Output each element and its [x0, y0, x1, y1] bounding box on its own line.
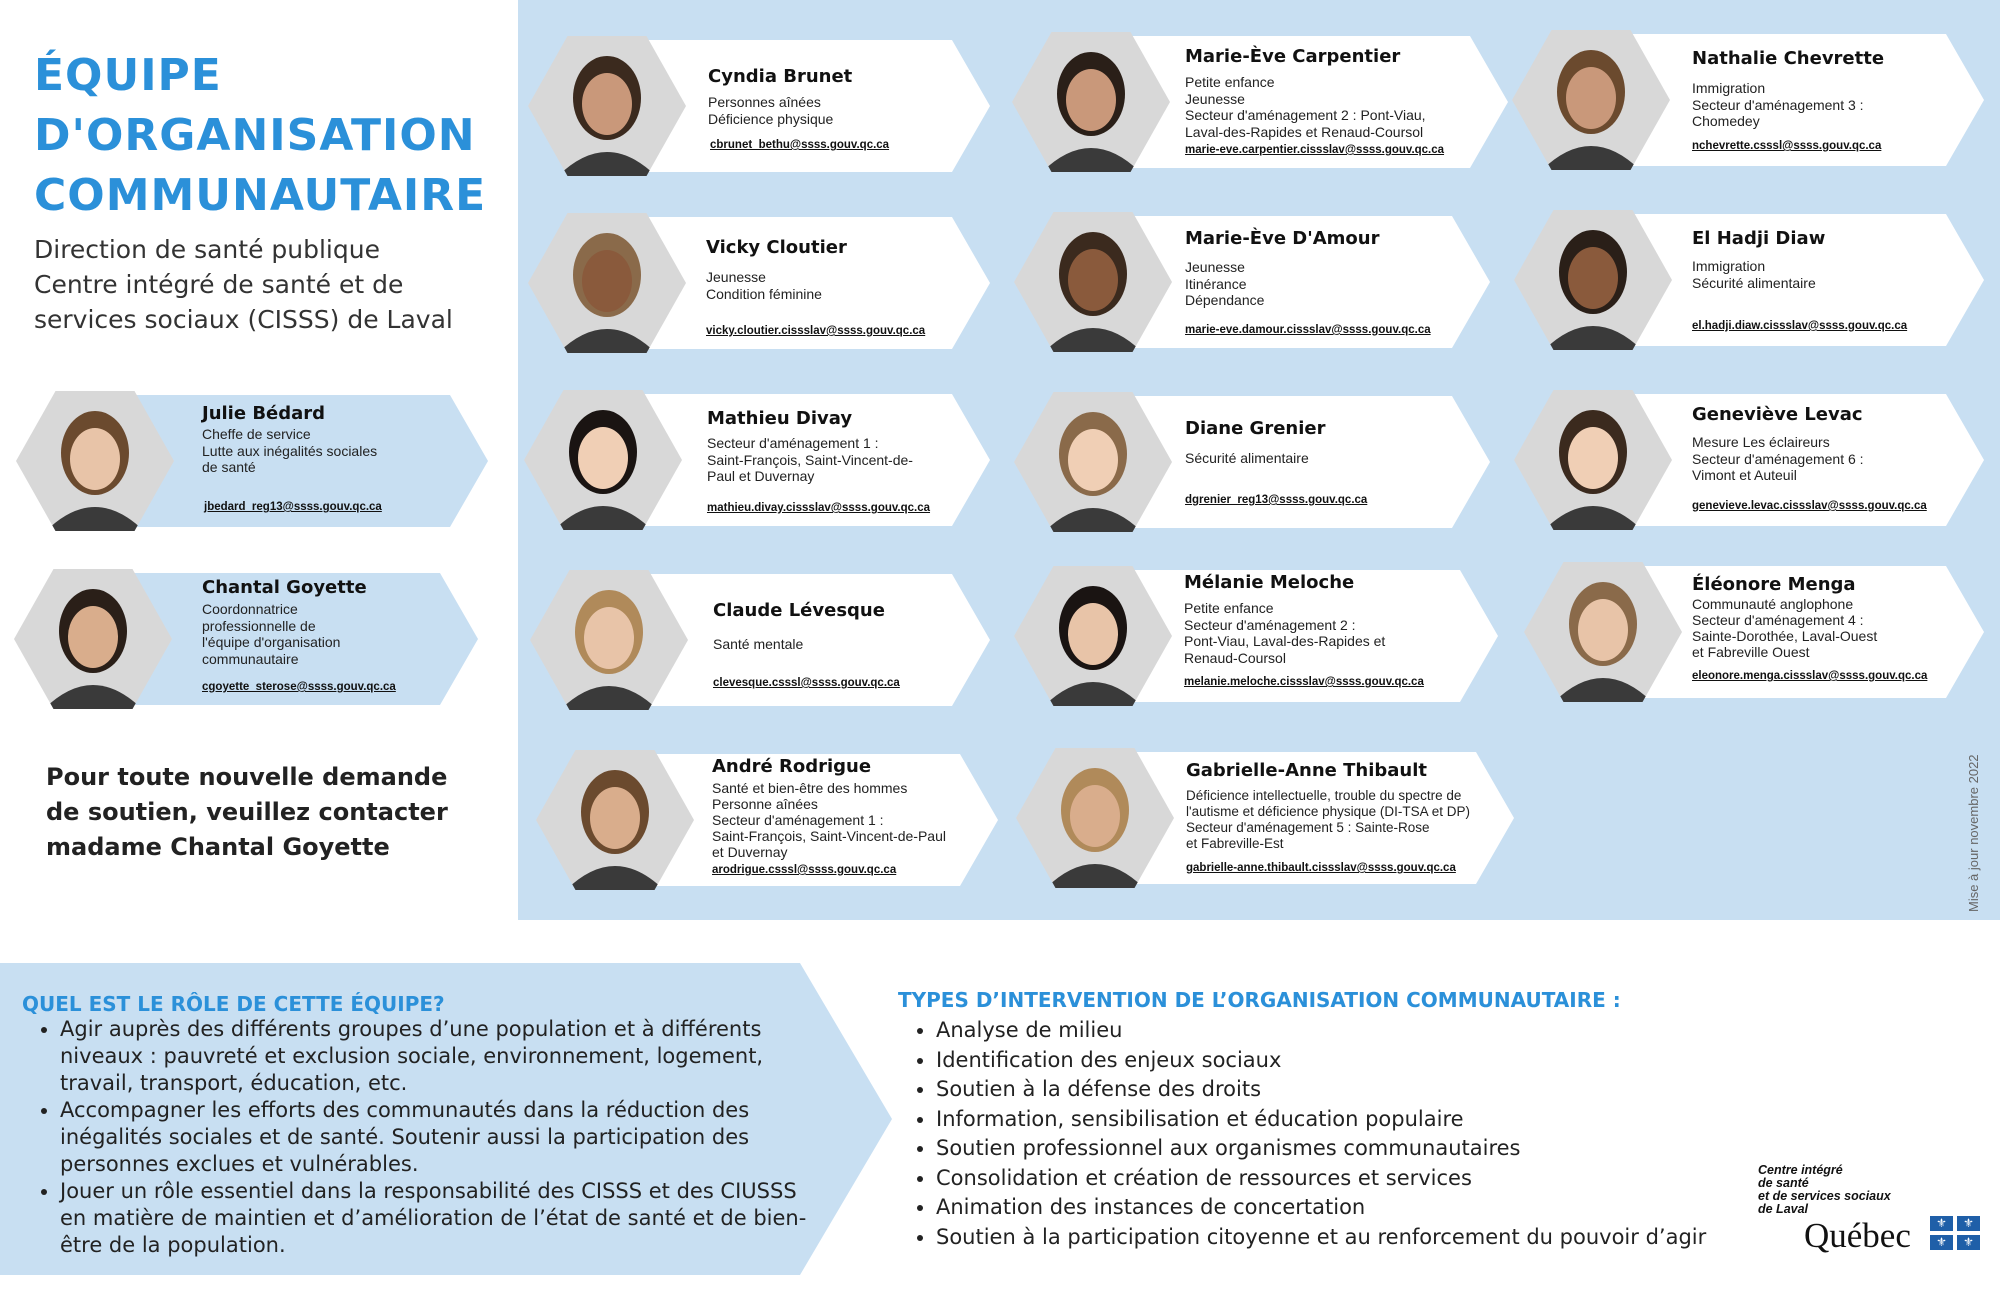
- types-section-heading: TYPES D’INTERVENTION DE L’ORGANISATION COMMUNAUTAIRE :: [898, 988, 1621, 1012]
- role-line: Dépendance: [1185, 292, 1265, 308]
- contact-note: [46, 760, 448, 865]
- fleur-de-lis-icon: ⚜: [1957, 1216, 1980, 1231]
- member-roles: [1185, 259, 1264, 309]
- logo-line: Centre intégré: [1758, 1163, 1843, 1177]
- role-line: Immigration: [1692, 80, 1766, 96]
- member-roles: [202, 426, 377, 476]
- role-line: Secteur d'aménagement 5 : Sainte-Rose: [1186, 820, 1430, 835]
- member-name: Vicky Cloutier: [706, 237, 847, 258]
- role-line: Chomedey: [1692, 113, 1760, 129]
- member-card: [1514, 390, 1984, 530]
- role-line: Condition féminine: [706, 285, 822, 302]
- role-line: Secteur d'aménagement 4 :: [1692, 612, 1864, 628]
- member-name: Diane Grenier: [1185, 418, 1326, 439]
- role-line: et Fabreville-Est: [1186, 836, 1284, 851]
- member-email-link[interactable]: cbrunet_bethu@ssss.gouv.qc.ca: [710, 139, 890, 151]
- logo-line: et de services sociaux: [1758, 1189, 1891, 1203]
- list-item: • Soutien à la participation citoyenne et au renforcement du pouvoir d’agir: [936, 1223, 1706, 1253]
- logo-text: [1758, 1164, 1891, 1216]
- role-line: Santé et bien-être des hommes: [712, 780, 908, 796]
- card-info: [1185, 32, 1464, 172]
- page-title: [34, 46, 486, 226]
- role-line: Secteur d'aménagement 1 :: [707, 435, 879, 451]
- role-line: Petite enfance: [1184, 600, 1274, 616]
- logo-line: de santé: [1758, 1176, 1809, 1190]
- role-line: Itinérance: [1185, 275, 1247, 292]
- member-roles: [706, 269, 822, 302]
- role-line: Saint-François, Saint-Vincent-de-Paul: [712, 828, 946, 844]
- list-item: • Consolidation et création de ressources et services: [936, 1164, 1706, 1194]
- role-line: Personnes aînées: [708, 94, 821, 110]
- member-card: [1512, 30, 1984, 170]
- role-line: professionnelle de: [202, 617, 316, 634]
- role-line: Vimont et Auteuil: [1692, 467, 1797, 483]
- member-card: [1012, 32, 1508, 172]
- card-info: [202, 391, 444, 531]
- card-info: [712, 750, 954, 890]
- role-line: Renaud-Coursol: [1184, 649, 1286, 666]
- member-email-link[interactable]: nchevrette.csssl@ssss.gouv.qc.ca: [1692, 140, 1882, 152]
- member-name: Chantal Goyette: [202, 577, 367, 598]
- member-name: Gabrielle-Anne Thibault: [1186, 760, 1427, 781]
- member-email-link[interactable]: melanie.meloche.cissslav@ssss.gouv.qc.ca: [1184, 676, 1424, 688]
- leader-card: [16, 391, 488, 531]
- types-list: [910, 1016, 1706, 1252]
- member-card: [1014, 392, 1490, 532]
- member-email-link[interactable]: gabrielle-anne.thibault.cissslav@ssss.gouv.qc.ca: [1186, 862, 1456, 874]
- role-line: de santé: [202, 459, 256, 475]
- contact-line: de soutien, veuillez contacter: [46, 798, 448, 826]
- member-roles: [1186, 788, 1470, 852]
- member-name: Marie-Ève D'Amour: [1185, 228, 1380, 249]
- role-line: Secteur d'aménagement 1 :: [712, 812, 884, 828]
- leader-card: [14, 569, 478, 709]
- card-info: [1692, 210, 1940, 350]
- member-email-link[interactable]: eleonore.menga.cissslav@ssss.gouv.qc.ca: [1692, 670, 1928, 682]
- role-list: [34, 1016, 820, 1259]
- role-line: Paul et Duvernay: [707, 468, 815, 484]
- role-line: Pont-Viau, Laval-des-Rapides et: [1184, 633, 1386, 649]
- title-line: COMMUNAUTAIRE: [34, 170, 487, 221]
- list-item: • Analyse de milieu: [936, 1016, 1706, 1046]
- role-line: Personne aînées: [712, 796, 818, 812]
- role-line: Mesure Les éclaireurs: [1692, 434, 1830, 450]
- role-line: Secteur d'aménagement 2 : Pont-Viau,: [1185, 107, 1426, 123]
- member-name: Mathieu Divay: [707, 408, 853, 429]
- member-name: Nathalie Chevrette: [1692, 48, 1885, 69]
- role-line: Sécurité alimentaire: [1692, 274, 1816, 291]
- member-roles: [1185, 450, 1309, 467]
- member-card: [1524, 562, 1984, 702]
- list-item: • Identification des enjeux sociaux: [936, 1046, 1706, 1076]
- member-email-link[interactable]: jbedard_reg13@ssss.gouv.qc.ca: [204, 501, 382, 513]
- list-item: • Accompagner les efforts des communautés dans la réduction des inégalités sociales et de santé. Soutenir aussi la participation des personnes exclues et vulnérables.: [60, 1097, 820, 1178]
- member-card: [530, 570, 990, 710]
- quebec-wordmark: Québec: [1804, 1216, 1911, 1255]
- member-roles: [708, 94, 833, 127]
- member-email-link[interactable]: cgoyette_sterose@ssss.gouv.qc.ca: [202, 681, 396, 693]
- role-line: Saint-François, Saint-Vincent-de-: [707, 451, 913, 468]
- list-item: • Agir auprès des différents groupes d’une population et à différents niveaux : pauvreté et exclusion sociale, environnement, logement, travail, transport, éducation, etc.: [60, 1016, 820, 1097]
- member-roles: [707, 435, 913, 485]
- role-line: l'équipe d'organisation: [202, 634, 341, 650]
- member-name: Mélanie Meloche: [1184, 572, 1355, 593]
- member-roles: [1184, 600, 1385, 666]
- role-line: communautaire: [202, 650, 299, 667]
- role-line: Cheffe de service: [202, 426, 311, 442]
- member-email-link[interactable]: clevesque.csssl@ssss.gouv.qc.ca: [713, 677, 900, 689]
- role-line: Communauté anglophone: [1692, 596, 1854, 612]
- member-email-link[interactable]: vicky.cloutier.cissslav@ssss.gouv.qc.ca: [706, 325, 926, 337]
- role-line: Secteur d'aménagement 2 :: [1184, 616, 1356, 633]
- member-email-link[interactable]: genevieve.levac.cissslav@ssss.gouv.qc.ca: [1692, 500, 1927, 512]
- contact-line: Pour toute nouvelle demande: [46, 763, 448, 791]
- member-roles: [1692, 596, 1877, 660]
- role-line: Déficience physique: [708, 110, 834, 127]
- member-card: [1014, 212, 1490, 352]
- card-info: [1185, 212, 1446, 352]
- member-name: El Hadji Diaw: [1692, 228, 1826, 249]
- member-roles: [1692, 258, 1816, 291]
- fleur-de-lis-icon: ⚜: [1957, 1235, 1980, 1250]
- member-card: [528, 213, 990, 353]
- role-line: Coordonnatrice: [202, 601, 298, 617]
- role-line: Secteur d'aménagement 3 :: [1692, 96, 1864, 113]
- card-info: [202, 569, 434, 709]
- member-card: [528, 36, 990, 176]
- card-info: [1692, 562, 1940, 702]
- cisss-laval-logo: [1740, 1164, 1980, 1264]
- member-roles: [202, 601, 340, 667]
- member-name: André Rodrigue: [712, 756, 872, 777]
- member-card: [536, 750, 998, 890]
- page-subtitle: [34, 232, 453, 337]
- member-name: Marie-Ève Carpentier: [1185, 46, 1401, 67]
- logo-line: de Laval: [1758, 1202, 1809, 1216]
- member-name: Geneviève Levac: [1692, 404, 1863, 425]
- role-line: Laval-des-Rapides et Renaud-Coursol: [1185, 123, 1424, 140]
- role-line: Secteur d'aménagement 6 :: [1692, 450, 1864, 467]
- member-roles: [712, 780, 946, 860]
- role-section-heading: QUEL EST LE RÔLE DE CETTE ÉQUIPE?: [22, 992, 445, 1016]
- role-line: Immigration: [1692, 258, 1766, 274]
- role-line: et Fabreville Ouest: [1692, 644, 1810, 660]
- list-item: • Jouer un rôle essentiel dans la responsabilité des CISSS et des CIUSSS en matière de maintien et d’amélioration de l’état de santé et de bien-être de la population.: [60, 1178, 820, 1259]
- quebec-flag-icon: [1930, 1216, 1980, 1250]
- card-info: [708, 36, 946, 176]
- member-roles: [713, 636, 803, 653]
- member-email-link[interactable]: mathieu.divay.cissslav@ssss.gouv.qc.ca: [707, 502, 931, 514]
- role-line: Déficience intellectuelle, trouble du spectre de: [1186, 788, 1462, 803]
- card-info: [706, 213, 946, 353]
- subtitle-line: Direction de santé publique: [34, 235, 380, 264]
- member-email-link[interactable]: marie-eve.damour.cissslav@ssss.gouv.qc.ca: [1185, 324, 1431, 336]
- member-card: [1016, 748, 1514, 888]
- role-line: l'autisme et déficience physique (DI-TSA et DP): [1186, 804, 1470, 819]
- update-note: Mise à jour novembre 2022: [1966, 754, 1981, 912]
- member-roles: [1692, 80, 1864, 130]
- role-line: Sécurité alimentaire: [1185, 450, 1309, 466]
- list-item: • Soutien à la défense des droits: [936, 1075, 1706, 1105]
- card-info: [707, 390, 946, 530]
- role-line: Lutte aux inégalités sociales: [202, 442, 378, 459]
- member-roles: [1692, 434, 1864, 484]
- title-line: D'ORGANISATION: [34, 110, 476, 161]
- member-card: [1014, 566, 1498, 706]
- member-name: Éléonore Menga: [1692, 574, 1856, 595]
- role-line: Jeunesse: [706, 269, 766, 285]
- role-line: Jeunesse: [1185, 90, 1245, 107]
- role-line: Petite enfance: [1185, 74, 1275, 90]
- list-item: • Soutien professionnel aux organismes communautaires: [936, 1134, 1706, 1164]
- member-email-link[interactable]: marie-eve.carpentier.cissslav@ssss.gouv.qc.ca: [1185, 144, 1445, 156]
- card-info: [1184, 566, 1454, 706]
- fleur-de-lis-icon: ⚜: [1930, 1235, 1953, 1250]
- subtitle-line: Centre intégré de santé et de: [34, 270, 404, 299]
- card-info: [1185, 392, 1446, 532]
- list-item: • Information, sensibilisation et éducation populaire: [936, 1105, 1706, 1135]
- member-card: [524, 390, 990, 530]
- member-email-link[interactable]: el.hadji.diaw.cissslav@ssss.gouv.qc.ca: [1692, 320, 1908, 332]
- role-line: et Duvernay: [712, 844, 788, 860]
- member-email-link[interactable]: arodrigue.csssl@ssss.gouv.qc.ca: [712, 864, 897, 876]
- member-name: Claude Lévesque: [713, 600, 885, 621]
- contact-line: madame Chantal Goyette: [46, 833, 390, 861]
- member-roles: [1185, 74, 1426, 140]
- title-line: ÉQUIPE: [34, 50, 222, 101]
- role-line: Jeunesse: [1185, 259, 1245, 275]
- card-info: [713, 570, 946, 710]
- member-name: Cyndia Brunet: [708, 66, 853, 87]
- list-item: • Animation des instances de concertation: [936, 1193, 1706, 1223]
- member-card: [1514, 210, 1984, 350]
- role-line: Sainte-Dorothée, Laval-Ouest: [1692, 628, 1878, 644]
- member-name: Julie Bédard: [202, 403, 326, 424]
- member-email-link[interactable]: dgrenier_reg13@ssss.gouv.qc.ca: [1185, 494, 1368, 506]
- card-info: [1692, 390, 1940, 530]
- card-info: [1692, 30, 1940, 170]
- card-info: [1186, 748, 1484, 888]
- subtitle-line: services sociaux (CISSS) de Laval: [34, 305, 453, 334]
- fleur-de-lis-icon: ⚜: [1930, 1216, 1953, 1231]
- role-line: Santé mentale: [713, 636, 804, 652]
